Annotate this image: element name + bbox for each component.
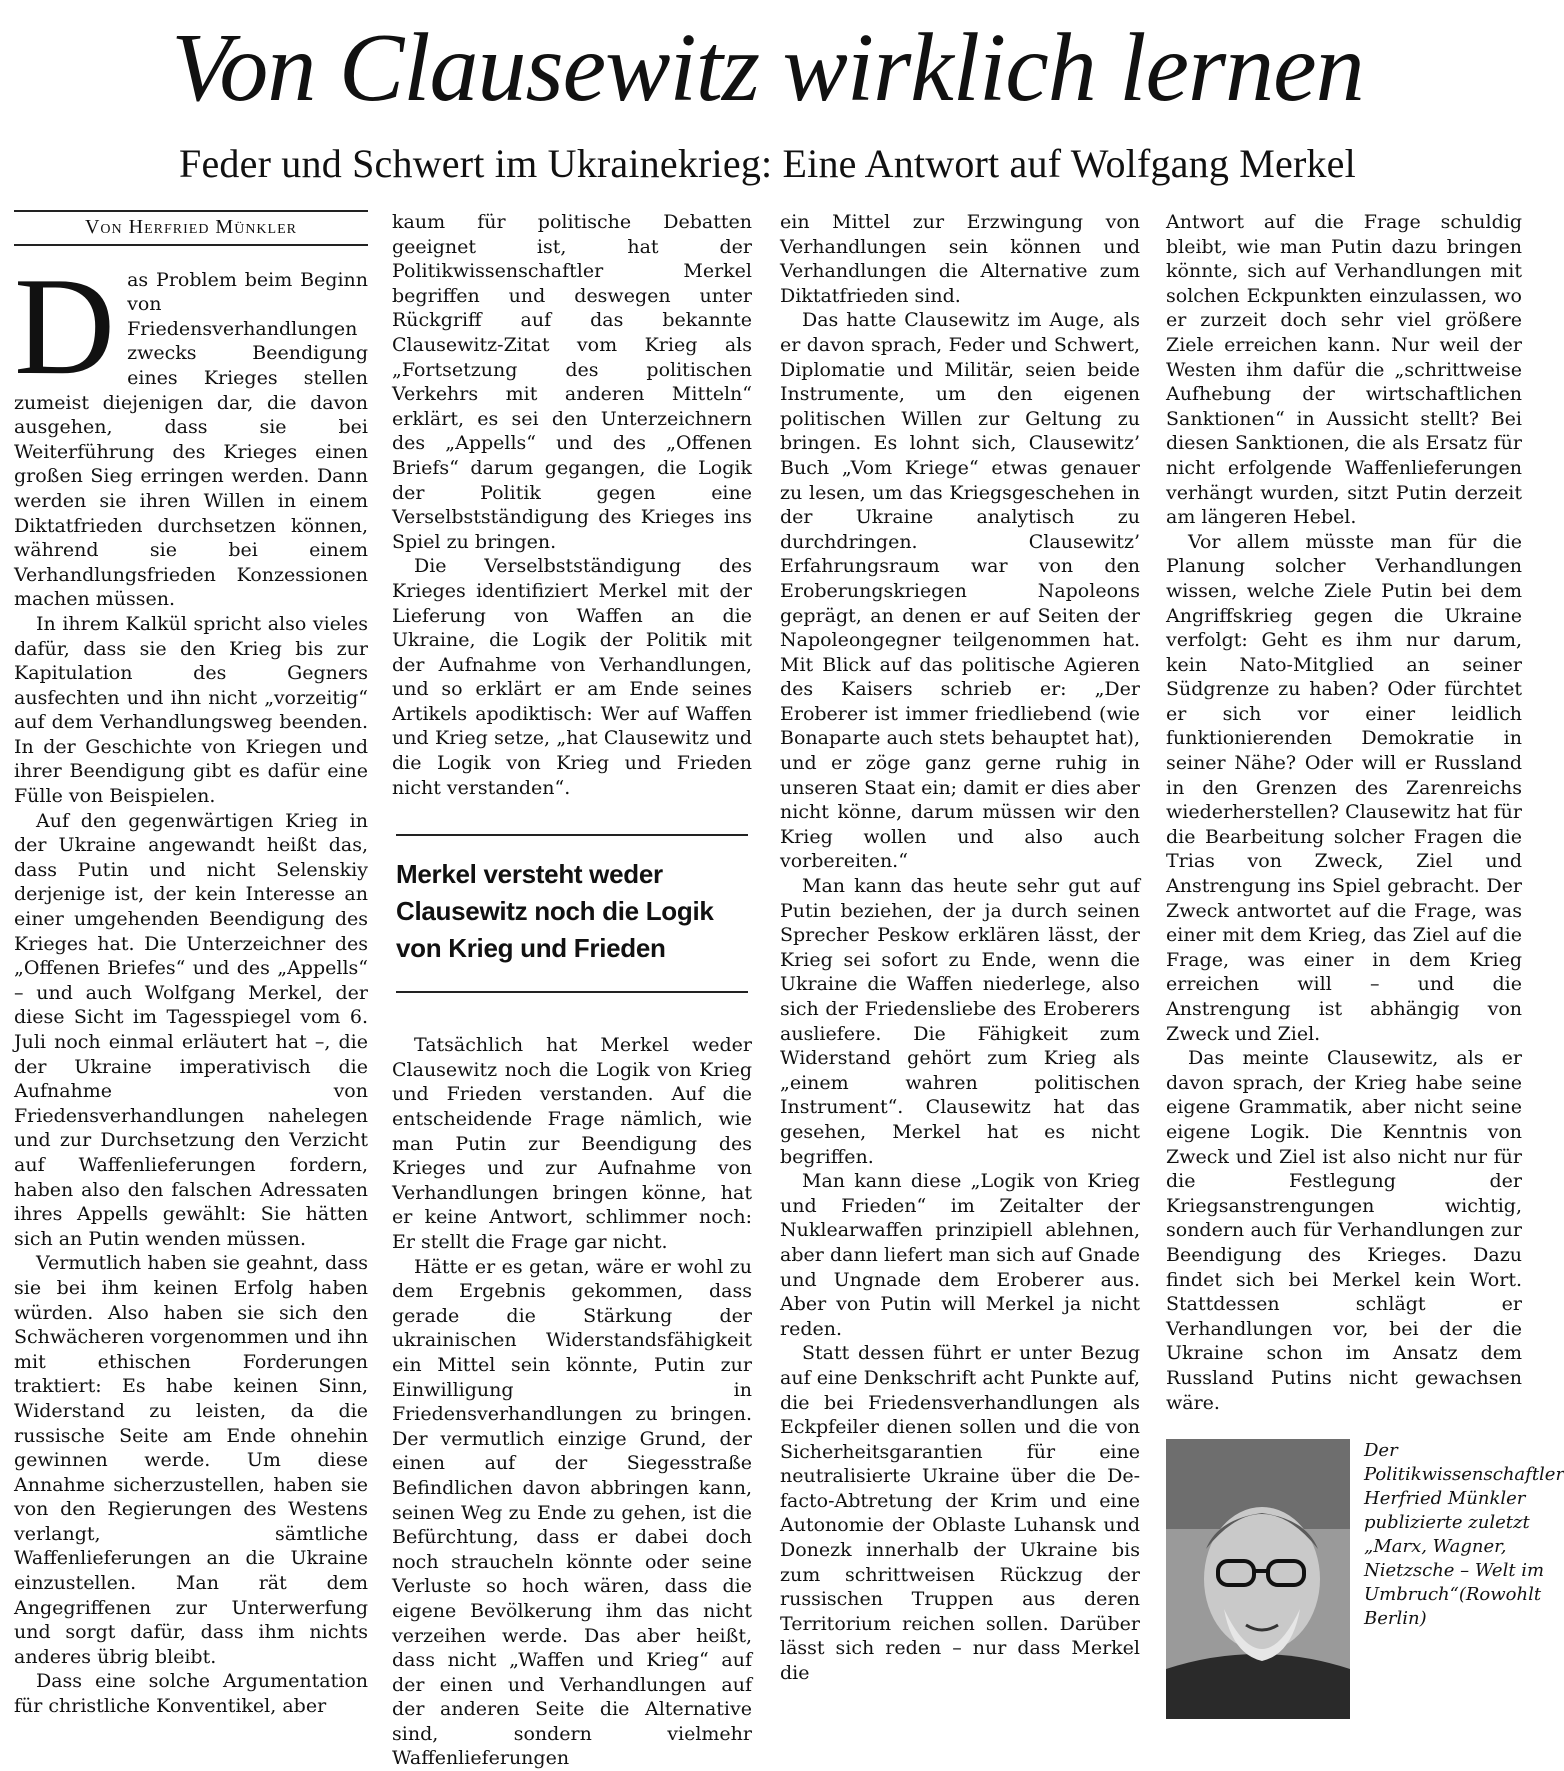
column-3 [780,210,1140,1762]
byline: Von Herfried Münkler [14,210,368,246]
drop-cap: D [14,248,116,404]
paragraph: Man kann das heute sehr gut auf Putin beziehen, der ja durch seinen Sprecher Peskow erklären lässt, der Krieg sei sofort zu Ende, wenn die Ukraine die Waffen niederlege, also sich der Friedensliebe des Eroberers ausliefere. Die Fähigkeit zum Widerstand gehört zum Krieg als „einem wahren politischen Instrument“. Clausewitz hat das gesehen, Merkel hat es nicht begriffen. [780,875,1140,1168]
paragraph: ein Mittel zur Erzwingung von Verhandlungen sein können und Verhandlungen die Alternative zum Diktatfrieden sind. [780,211,1140,307]
column-2 [392,210,752,1770]
paragraph: Die Verselbstständigung des Krieges identifiziert Merkel mit der Lieferung von Waffen an die Ukraine, die Logik der Politik mit der Aufnahme von Verhandlungen, und so erklärt er am Ende seines Artikels apodiktisch: Wer auf Waffen und Krieg setze, „hat Clausewitz und die Logik von Krieg und Frieden nicht verstanden“. [392,555,752,799]
paragraph: Statt dessen führt er unter Bezug auf eine Denkschrift acht Punkte auf, die bei Friedensverhandlungen als Eckpfeiler dienen sollen und die von Sicherheitsgarantien für eine neutralisierte Ukraine über die De-facto-Abtretung der Krim und eine Autonomie der Oblaste Luhansk und Donezk innerhalb der Ukraine bis zum schrittweisen Rückzug der russischen Truppen aus deren Territorium reichen sollen. Darüber lässt sich reden – nur dass Merkel die [780,1342,1140,1685]
author-portrait [1166,1439,1350,1719]
paragraph: Vor allem müsste man für die Planung solcher Verhandlungen wissen, welche Ziele Putin bei dem Angriffskrieg gegen die Ukraine verfolgt: Geht es ihm nur darum, kein Nato-Mitglied an seiner Südgrenze zu haben? Oder fürchtet er sich vor einer leidlich funktionierenden Demokratie in seiner Nähe? Oder will er Russland in den Grenzen des Zarenreichs wiederherstellen? Clausewitz hat für die Bearbeitung solcher Fragen die Trias von Zweck, Ziel und Anstrengung ins Spiel gebracht. Der Zweck antwortet auf die Frage, was einer mit dem Krieg, das Ziel auf die Frage, was einer in dem Krieg erreichen will – und die Anstrengung ist abhängig von Zweck und Ziel. [1166,530,1522,1045]
paragraph: Tatsächlich hat Merkel weder Clausewitz noch die Logik von Krieg und Frieden verstanden. Auf die entscheidende Frage nämlich, wie man Putin zur Beendigung des Krieges und zur Aufnahme von Verhandlungen bringen könne, hat er keine Antwort, schlimmer noch: Er stellt die Frage gar nicht. [392,1034,752,1253]
paragraph: Das Problem beim Beginn von Friedensverhandlungen zwecks Beendigung eines Krieges stellen zumeist diejenigen dar, die davon ausgehen, dass sie bei Weiterführung des Krieges einen großen Sieg erringen werden. Dann werden sie ihren Willen in einem Diktatfrieden durchsetzen können, während sie bei einem Verhandlungsfrieden Konzessionen machen müssen. [14,248,368,611]
portrait-illustration [1166,1439,1350,1719]
paragraph: Dass eine solche Argumentation für christliche Konventikel, aber [14,1670,368,1718]
paragraph: Vermutlich haben sie geahnt, dass sie bei ihm keinen Erfolg haben würden. Also haben sie sich den Schwächeren vorgenommen und ihn mit ethischen Forderungen traktiert: Es habe keinen Sinn, Widerstand zu leisten, da die russische Seite am Ende ohnehin gewinnen werde. Um diese Annahme sicherzustellen, haben sie von den Regierungen des Westens verlangt, sämtliche Waffenlieferungen an die Ukraine einzustellen. Man rät dem Angegriffenen zur Unterwerfung und sorgt dafür, dass ihm nichts anderes übrig bleibt. [14,1252,368,1668]
paragraph: kaum für politische Debatten geeignet ist, hat der Politikwissenschaftler Merkel begriffen und deswegen unter Rückgriff auf das bekannte Clausewitz-Zitat vom Krieg als „Fortsetzung des politischen Verkehrs mit anderen Mitteln“ erklärt, es sei den Unterzeichnern des „Appells“ und des „Offenen Briefs“ darum gegangen, die Logik der Politik gegen eine Verselbstständigung des Krieges ins Spiel zu bringen. [392,211,752,553]
author-caption: Der Politikwissenschaftler Herfried Münkler publizierte zuletzt „Marx, Wagner, Nietzsche – Welt im Umbruch“(Rowohlt Berlin) [1364,1440,1564,1630]
paragraph: Antwort auf die Frage schuldig bleibt, wie man Putin dazu bringen könnte, sich auf Verhandlungen mit solchen Eckpunkten einzulassen, wo er zurzeit doch sehr viel größere Ziele erreichen kann. Nur weil der Westen ihm dafür die „schrittweise Aufhebung der wirtschaftlichen Sanktionen“ in Aussicht stellt? Bei diesen Sanktionen, die als Ersatz für nicht erfolgende Waffenlieferungen verhängt wurden, sitzt Putin derzeit am längeren Hebel. [1166,211,1522,529]
paragraph: Man kann diese „Logik von Krieg und Frieden“ im Zeitalter der Nuklearwaffen prinzipiell ablehnen, aber dann liefert man sich auf Gnade und Ungnade dem Eroberer aus. Aber von Putin will Merkel ja nicht reden. [780,1170,1140,1340]
headline: Von Clausewitz wirklich lernen [171,14,1364,122]
column-4 [1166,210,1564,1762]
column-1 [14,210,368,1762]
section-subhead: Merkel versteht weder Clausewitz noch die Logik von Krieg und Frieden [396,859,714,964]
paragraph: Auf den gegenwärtigen Krieg in der Ukraine angewandt heißt das, dass Putin und nicht Selenskiy derjenige ist, der kein Interesse an einer umgehenden Beendigung des Krieges hat. Die Unterzeichner des „Offenen Briefes“ und des „Appells“ – und auch Wolfgang Merkel, der diese Sicht im Tagesspiegel vom 6. Juli noch einmal erläutert hat –, die der Ukraine imperativisch die Aufnahme von Friedensverhandlungen nahelegen und zur Durchsetzung den Verzicht auf Waffenlieferungen fordern, haben also den falschen Adressaten ihres Appells gewählt: Sie hätten sich an Putin wenden müssen. [14,809,368,1250]
subhead-box [396,834,748,993]
paragraph: Das hatte Clausewitz im Auge, als er davon sprach, Feder und Schwert, Diplomatie und Militär, seien beide Instrumente, um den eigenen politischen Willen zur Geltung zu bringen. Es lohnt sich, Clausewitz’ Buch „Vom Kriege“ etwas genauer zu lesen, um das Kriegsgeschehen in der Ukraine analytisch zu durchdringen. Clausewitz’ Erfahrungsraum war von den Eroberungskriegen Napoleons geprägt, an denen er auf Seiten der Napoleongegner teilgenommen hat. Mit Blick auf das politische Agieren des Kaisers schrieb er: „Der Eroberer ist immer friedliebend (wie Bonaparte auch stets behauptet hat), und er zöge ganz gerne ruhig in unseren Staat ein; damit er dies aber nicht könne, darum müssen wir den Krieg wollen und also auch vorbereiten.“ [780,309,1140,873]
author-box [1166,1439,1564,1719]
paragraph: In ihrem Kalkül spricht also vieles dafür, dass sie den Krieg bis zur Kapitulation des Gegners ausfechten und ihn nicht „vorzeitig“ auf dem Verhandlungsweg beenden. In der Geschichte von Kriegen und ihrer Beendigung gibt es dafür eine Fülle von Beispielen. [14,612,368,808]
paragraph: Hätte er es getan, wäre er wohl zu dem Ergebnis gekommen, dass gerade die Stärkung der ukrainischen Widerstandsfähigkeit ein Mittel sein könnte, Putin zur Einwilligung in Friedensverhandlungen zu bringen. Der vermutlich einzige Grund, der einen auf der Siegesstraße Befindlichen davon abbringen kann, seinen Weg zu Ende zu gehen, ist die Befürchtung, dass er dabei doch noch straucheln könnte oder seine Verluste so hoch wären, dass die eigene Bevölkerung ihm das nicht verzeihen werde. Das aber heißt, dass nicht „Waffen und Krieg“ auf der einen und Verhandlungen auf der anderen Seite die Alternative sind, sondern vielmehr Waffenlieferungen [392,1255,752,1770]
paragraph: Das meinte Clausewitz, als er davon sprach, der Krieg habe seine eigene Grammatik, aber nicht seine eigene Logik. Die Kenntnis von Zweck und Ziel ist also nicht nur für die Festlegung der Kriegsanstrengungen wichtig, sondern auch für Verhandlungen zur Beendigung des Krieges. Dazu findet sich bei Merkel kein Wort. Stattdessen schlägt er Verhandlungen vor, bei der die Ukraine schon im Ansatz dem Russland Putins nicht gewachsen wäre. [1166,1047,1522,1414]
subheadline: Feder und Schwert im Ukrainekrieg: Eine Antwort auf Wolfgang Merkel [179,141,1356,186]
